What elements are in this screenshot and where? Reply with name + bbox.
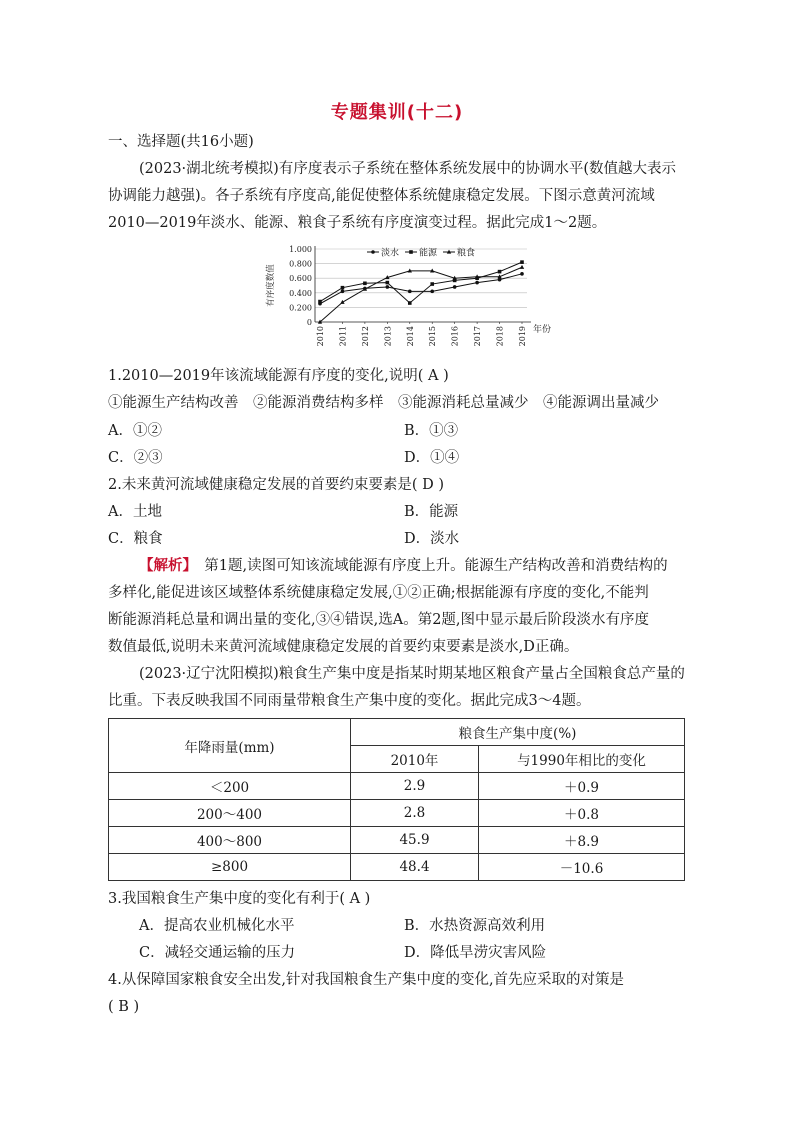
- chart-point: [475, 281, 479, 285]
- table-cell-change: －10.6: [479, 854, 685, 881]
- table-cell-2010: 2.9: [351, 773, 479, 800]
- chart-x-tick-label: 2018: [495, 326, 505, 347]
- table-row: [109, 800, 685, 827]
- chart-series-line: [320, 267, 522, 322]
- intro2-line2: 比重。下表反映我国不同雨量带粮食生产集中度的变化。据此完成3～4题。: [108, 693, 591, 709]
- chart-x-tick-label: 2013: [383, 326, 393, 347]
- chart-point: [386, 285, 390, 289]
- chart-x-tick-label: 2010: [316, 326, 325, 347]
- table-cell-2010: 2.8: [351, 800, 479, 827]
- chart-y-tick-label: 0.400: [289, 288, 312, 298]
- chart-legend-label: 能源: [419, 248, 438, 259]
- chart-point: [498, 278, 502, 282]
- chart-point: [363, 282, 367, 286]
- q1-option-c: C．②③: [108, 450, 163, 466]
- section-heading: 一、选择题(共16小题): [108, 134, 254, 150]
- chart-legend-label: 淡水: [381, 248, 400, 259]
- q2-option-a: A．土地: [108, 504, 162, 520]
- chart-x-tick-label: 2014: [405, 326, 415, 347]
- chart-y-tick-label: 0.200: [289, 303, 312, 313]
- table-row: [109, 773, 685, 800]
- table-cell-rain: ＜200: [109, 773, 351, 800]
- chart-x-label: 年份: [533, 325, 552, 335]
- q1-options-statements: ①能源生产结构改善 ②能源消费结构多样 ③能源消耗总量减少 ④能源调出量减少: [108, 395, 659, 411]
- analysis-label: 【解析】: [139, 557, 190, 574]
- q4-stem-line2: ( B ): [108, 999, 140, 1015]
- table-cell-2010: 45.9: [351, 827, 479, 854]
- q1-stem: 1.2010—2019年该流域能源有序度的变化,说明( A ): [108, 368, 449, 384]
- q1-option-a: A．①②: [108, 423, 162, 439]
- chart-point: [430, 282, 434, 286]
- chart-x-tick-label: 2019: [518, 326, 527, 347]
- analysis-line4: 数值最低,说明未来黄河流域健康稳定发展的首要约束要素是淡水,D正确。: [108, 639, 579, 655]
- analysis-line3: 断能源消耗总量和调出量的变化,③④错误,选A。第2题,图中显示最后阶段淡水有序度: [108, 612, 650, 628]
- chart-x-tick-label: 2017: [473, 326, 483, 347]
- intro1-line3: 2010—2019年淡水、能源、粮食子系统有序度演变过程。据此完成1～2题。: [108, 215, 607, 231]
- chart-x-tick-label: 2011: [338, 326, 348, 347]
- table-cell-change: ＋8.9: [479, 827, 685, 854]
- chart-point: [386, 281, 390, 285]
- q3-stem: 3.我国粮食生产集中度的变化有利于( A ): [108, 891, 371, 907]
- analysis-line1: [139, 556, 668, 576]
- chart-y-tick-label: 1.000: [289, 245, 312, 254]
- chart-legend-marker: [371, 250, 375, 254]
- table-cell-change: ＋0.8: [479, 800, 685, 827]
- chart-y-tick-label: 0: [306, 318, 312, 327]
- chart-point: [498, 270, 502, 274]
- table-header-rainfall: 年降雨量(mm): [109, 719, 351, 773]
- chart-x-tick-label: 2012: [360, 326, 370, 347]
- chart-point: [520, 272, 524, 276]
- table-header-2010: 2010年: [351, 746, 479, 773]
- chart-y-label: 有序度数值: [266, 264, 276, 307]
- chart-point: [408, 301, 412, 305]
- q2-option-c: C．粮食: [108, 531, 163, 547]
- analysis-text1: 第1题,读图可知该流域能源有序度上升。能源生产结构改善和消费结构的: [189, 558, 668, 574]
- chart-series-line: [320, 262, 522, 303]
- table-cell-2010: 48.4: [351, 854, 479, 881]
- table-header-change: 与1990年相比的变化: [479, 746, 685, 773]
- chart-point: [430, 290, 434, 294]
- chart-point: [341, 290, 345, 294]
- q1-option-d: D．①④: [404, 450, 460, 466]
- q3-option-b: B．水热资源高效利用: [404, 918, 546, 934]
- chart-point: [341, 286, 345, 290]
- chart-point: [520, 260, 524, 264]
- table-row: [109, 827, 685, 854]
- q2-option-d: D．淡水: [404, 531, 460, 547]
- table-cell-rain: 200～400: [109, 800, 351, 827]
- intro1-line1: (2023·湖北统考模拟)有序度表示子系统在整体系统发展中的协调水平(数值越大表示: [139, 161, 676, 177]
- page-title: 专题集训(十二): [330, 102, 464, 123]
- table-cell-rain: ≥800: [109, 854, 351, 881]
- chart-x-tick-label: 2015: [428, 326, 438, 347]
- analysis-line2: 多样化,能促进该区域整体系统健康稳定发展,①②正确;根据能源有序度的变化,不能判: [108, 585, 649, 601]
- q2-option-b: B．能源: [404, 504, 459, 520]
- chart-point: [318, 300, 322, 304]
- chart-point: [520, 265, 524, 269]
- rainfall-grain-table: [108, 718, 685, 881]
- q4-stem-line1: 4.从保障国家粮食安全出发,针对我国粮食生产集中度的变化,首先应采取的对策是: [108, 972, 625, 988]
- chart-point: [408, 290, 412, 294]
- q3-option-a: A．提高农业机械化水平: [139, 918, 295, 934]
- table-cell-rain: 400～800: [109, 827, 351, 854]
- table-header-group: 粮食生产集中度(%): [351, 719, 685, 746]
- intro1-line2: 协调能力越强)。各子系统有序度高,能促使整体系统健康稳定发展。下图示意黄河流域: [108, 188, 655, 204]
- intro2-line1: (2023·辽宁沈阳模拟)粮食生产集中度是指某时期某地区粮食产量占全国粮食总产量的: [139, 666, 685, 682]
- chart-x-tick-label: 2016: [450, 326, 460, 347]
- chart-y-tick-label: 0.800: [289, 259, 312, 269]
- q3-option-c: C．减轻交通运输的压力: [139, 945, 296, 961]
- chart-y-tick-label: 0.600: [289, 274, 312, 284]
- chart-point: [453, 285, 457, 289]
- table-cell-change: ＋0.9: [479, 773, 685, 800]
- chart-legend-label: 粮食: [457, 248, 476, 259]
- order-degree-line-chart: [265, 238, 555, 353]
- table-row: [109, 854, 685, 881]
- q2-stem: 2.未来黄河流域健康稳定发展的首要约束要素是( D ): [108, 477, 444, 493]
- chart-legend-marker: [409, 250, 413, 254]
- q1-option-b: B．①③: [404, 423, 459, 439]
- q3-option-d: D．降低旱涝灾害风险: [404, 945, 547, 961]
